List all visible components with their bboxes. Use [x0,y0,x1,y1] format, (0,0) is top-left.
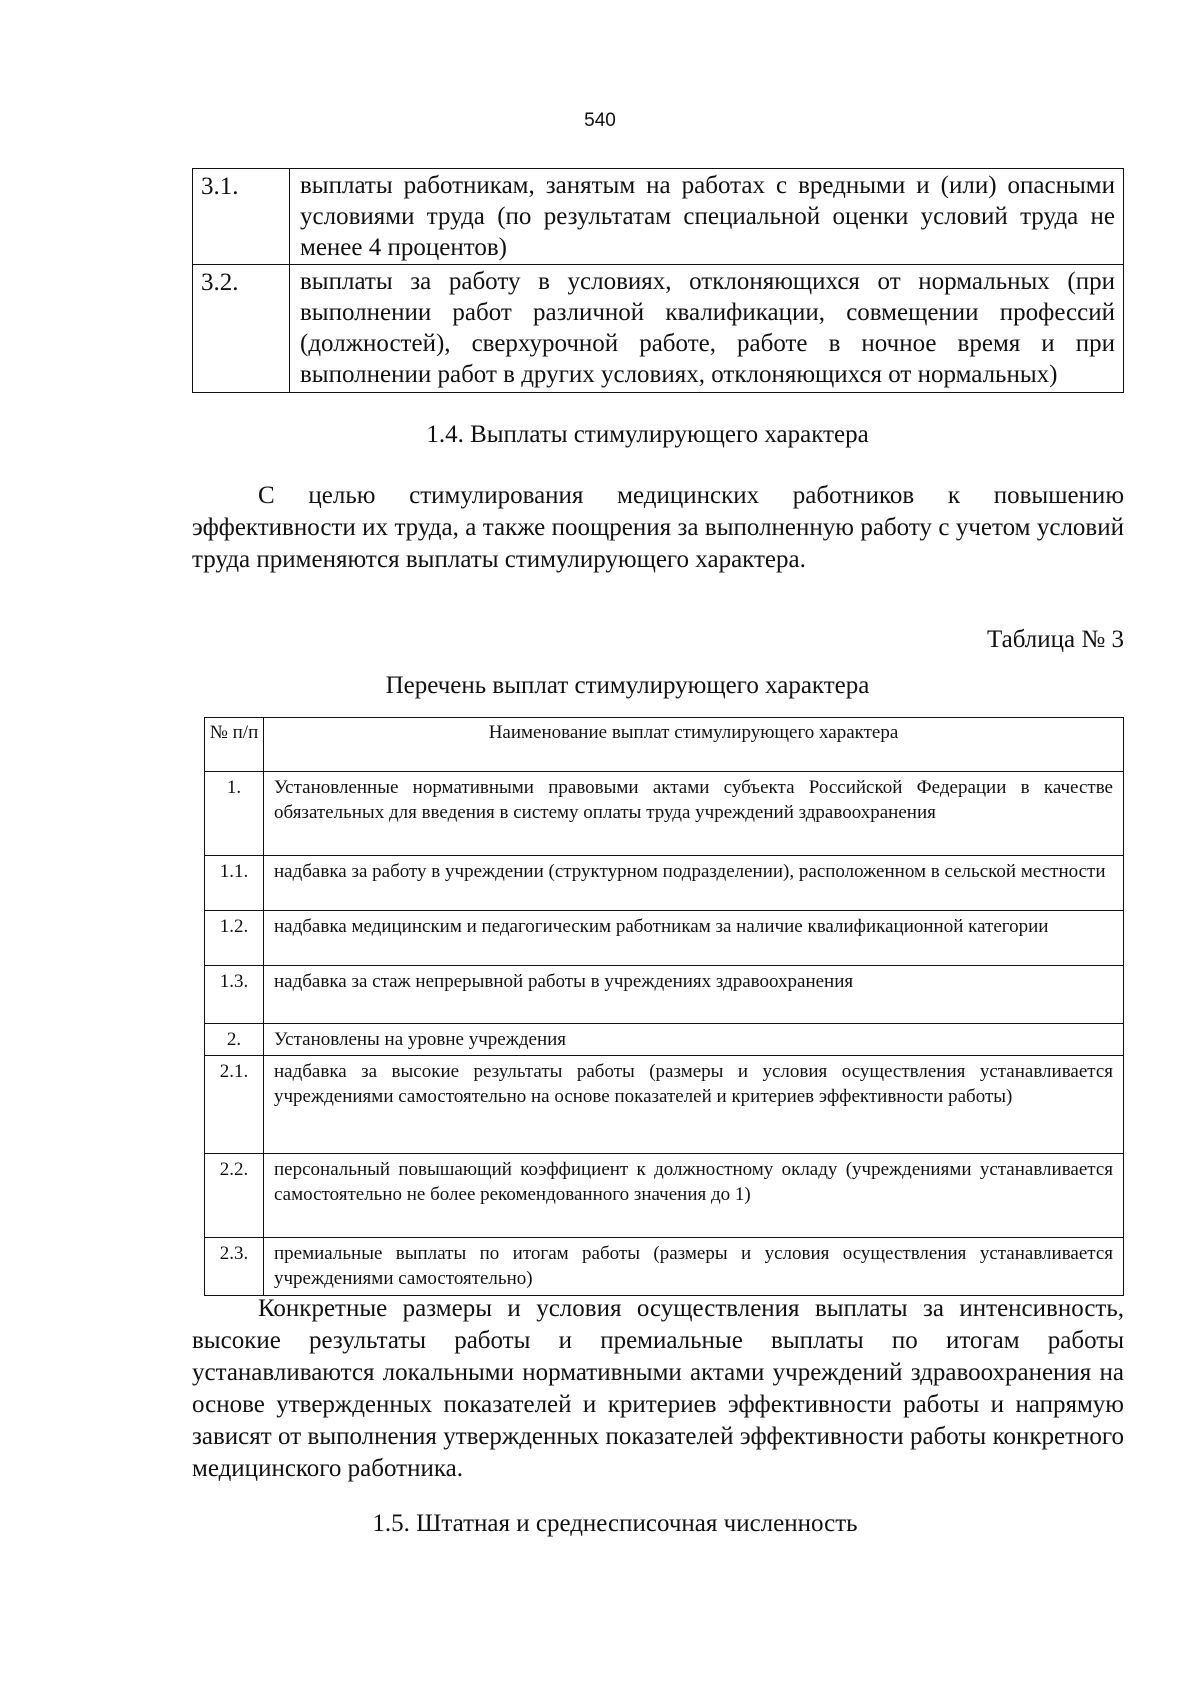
table-header-row [205,718,1124,772]
row-number: 1.1. [205,856,264,911]
row-number: 1.2. [205,911,264,966]
row-text: надбавка медицинским и педагогическим работникам за наличие квалификационной категории [264,911,1124,966]
table-row [205,1238,1124,1296]
table-row [205,856,1124,911]
header-number: № п/п [205,718,264,772]
table-row [205,1024,1124,1056]
row-number: 3.2. [193,265,290,393]
section-heading-1-5: 1.5. Штатная и среднесписочная численность [372,1510,858,1537]
table-row [205,772,1124,856]
row-text: надбавка за стаж непрерывной работы в учреждениях здравоохранения [264,966,1124,1024]
table-row [193,169,1124,265]
row-text: Установленные нормативными правовыми актами субъекта Российской Федерации в качестве обязательных для введения в систему оплаты труда учреждений здравоохранения [264,772,1124,856]
row-text: надбавка за высокие результаты работы (размеры и условия осуществления устанавливается учреждениями самостоятельно на основе показателей и критериев эффективности работы) [264,1056,1124,1154]
table-title: Перечень выплат стимулирующего характера [385,672,870,699]
paragraph-after-table: Конкретные размеры и условия осуществления выплаты за интенсивность, высокие результаты работы и премиальные выплаты по итогам работы устанавливаются локальными нормативными актами учреждений здравоохранения на основе утвержденных показателей и критериев эффективности работы и напрямую зависят от выполнения утвержденных показателей эффективности работы конкретного медицинского работника. [192,1295,1124,1482]
payments-table-continued [192,168,1124,393]
row-text: выплаты работникам, занятым на работах с вредными и (или) опасными условиями труда (по результатам специальной оценки условий труда не менее 4 процентов) [290,169,1124,265]
row-text: надбавка за работу в учреждении (структурном подразделении), расположенном в сельской местности [264,856,1124,911]
row-number: 1. [205,772,264,856]
row-text: выплаты за работу в условиях, отклоняющихся от нормальных (при выполнении работ различной квалификации, совмещении профессий (должностей), сверхурочной работе, работе в ночное время и при выполнении работ в других условиях, отклоняющихся от нормальных) [290,265,1124,393]
row-number: 3.1. [193,169,290,265]
row-number: 2. [205,1024,264,1056]
row-text: Установлены на уровне учреждения [264,1024,1124,1056]
incentive-payments-table [204,717,1124,1296]
row-number: 2.1. [205,1056,264,1154]
row-number: 2.2. [205,1154,264,1238]
table-row [205,911,1124,966]
row-number: 2.3. [205,1238,264,1296]
section-1-4-paragraph: С целью стимулирования медицинских работников к повышению эффективности их труда, а также поощрения за выполненную работу с учетом условий труда применяются выплаты стимулирующего характера. [192,482,1124,573]
table-label: Таблица № 3 [986,626,1124,653]
section-heading-1-4: 1.4. Выплаты стимулирующего характера [426,421,869,448]
table-row [193,265,1124,393]
page-number: 540 [584,110,616,131]
table-row [205,1056,1124,1154]
table-row [205,966,1124,1024]
row-text: премиальные выплаты по итогам работы (размеры и условия осуществления устанавливается учреждениями самостоятельно) [264,1238,1124,1296]
row-number: 1.3. [205,966,264,1024]
table-row [205,1154,1124,1238]
header-name: Наименование выплат стимулирующего характера [264,718,1124,772]
row-text: персональный повышающий коэффициент к должностному окладу (учреждениями устанавливается самостоятельно не более рекомендованного значения до 1) [264,1154,1124,1238]
